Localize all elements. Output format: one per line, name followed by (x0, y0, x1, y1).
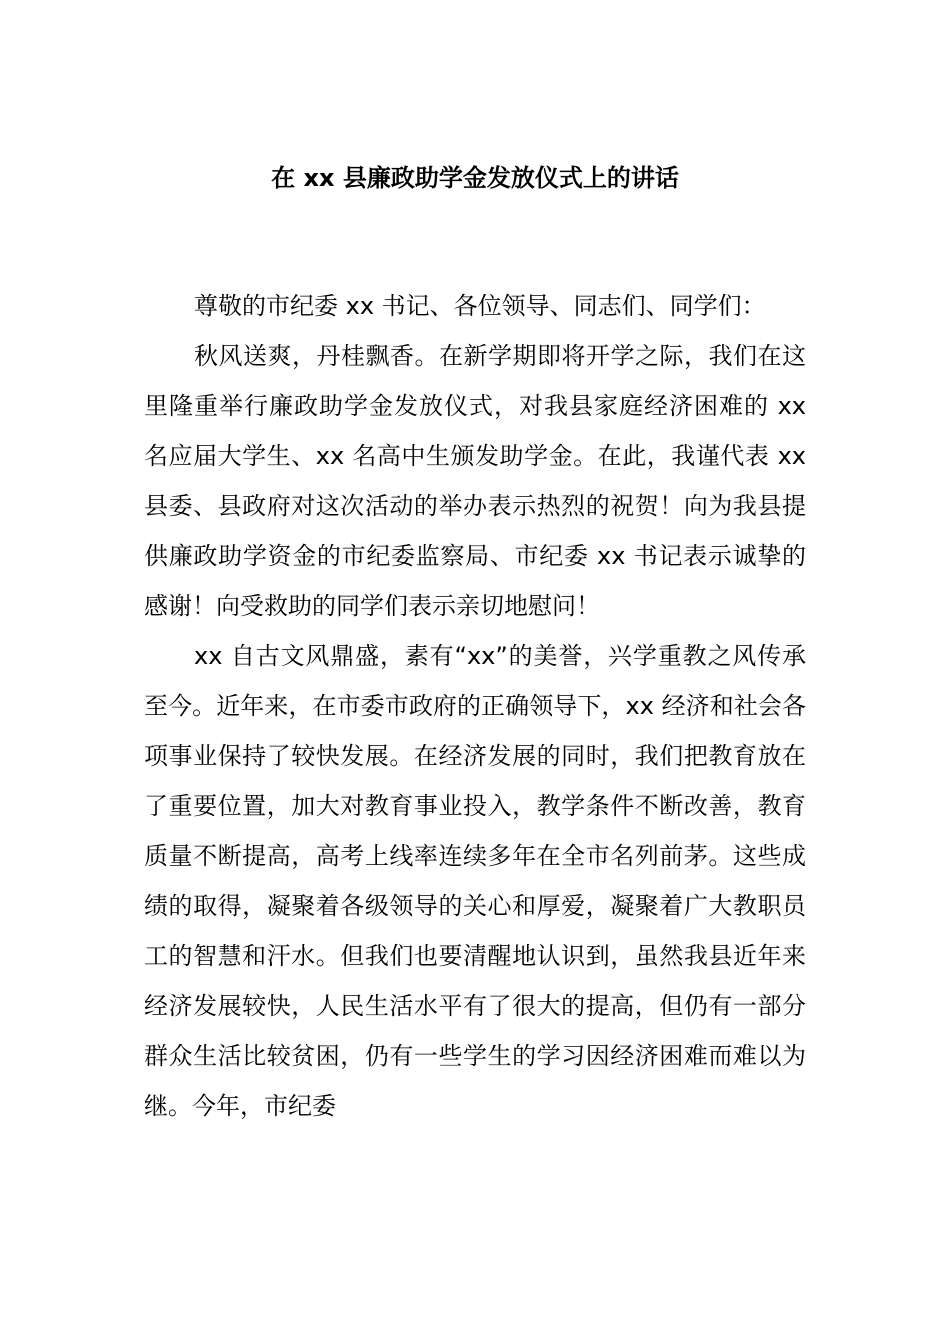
salutation-paragraph: 尊敬的市纪委 xx 书记、各位领导、同志们、同学们： (194, 292, 766, 320)
document-body (144, 281, 806, 1131)
body-paragraph: 秋风送爽，丹桂飘香。在新学期即将开学之际，我们在这里隆重举行廉政助学金发放仪式，对我县家庭经济困难的 xx 名应届大学生、xx 名高中生颁发助学金。在此，我谨代表 xx 县委、县政府对这次活动的举办表示热烈的祝贺！向为我县提供廉政助学资金的市纪委监察局、市纪委 xx 书记表示诚挚的感谢！向受救助的同学们表示亲切地慰问！ (144, 342, 806, 620)
document-title: 在 xx 县廉政助学金发放仪式上的讲话 (271, 164, 679, 192)
body-paragraph: xx 自古文风鼎盛，素有“xx”的美誉，兴学重教之风传承至今。近年来，在市委市政府的正确领导下，xx 经济和社会各项事业保持了较快发展。在经济发展的同时，我们把教育放在了重要位置，加大对教育事业投入，教学条件不断改善，教育质量不断提高，高考上线率连续多年在全市名列前茅。这些成绩的取得，凝聚着各级领导的关心和厚爱，凝聚着广大教职员工的智慧和汗水。但我们也要清醒地认识到，虽然我县近年来经济发展较快，人民生活水平有了很大的提高，但仍有一部分群众生活比较贫困，仍有一些学生的学习因经济困难而难以为继。今年，市纪委 (144, 642, 806, 1120)
